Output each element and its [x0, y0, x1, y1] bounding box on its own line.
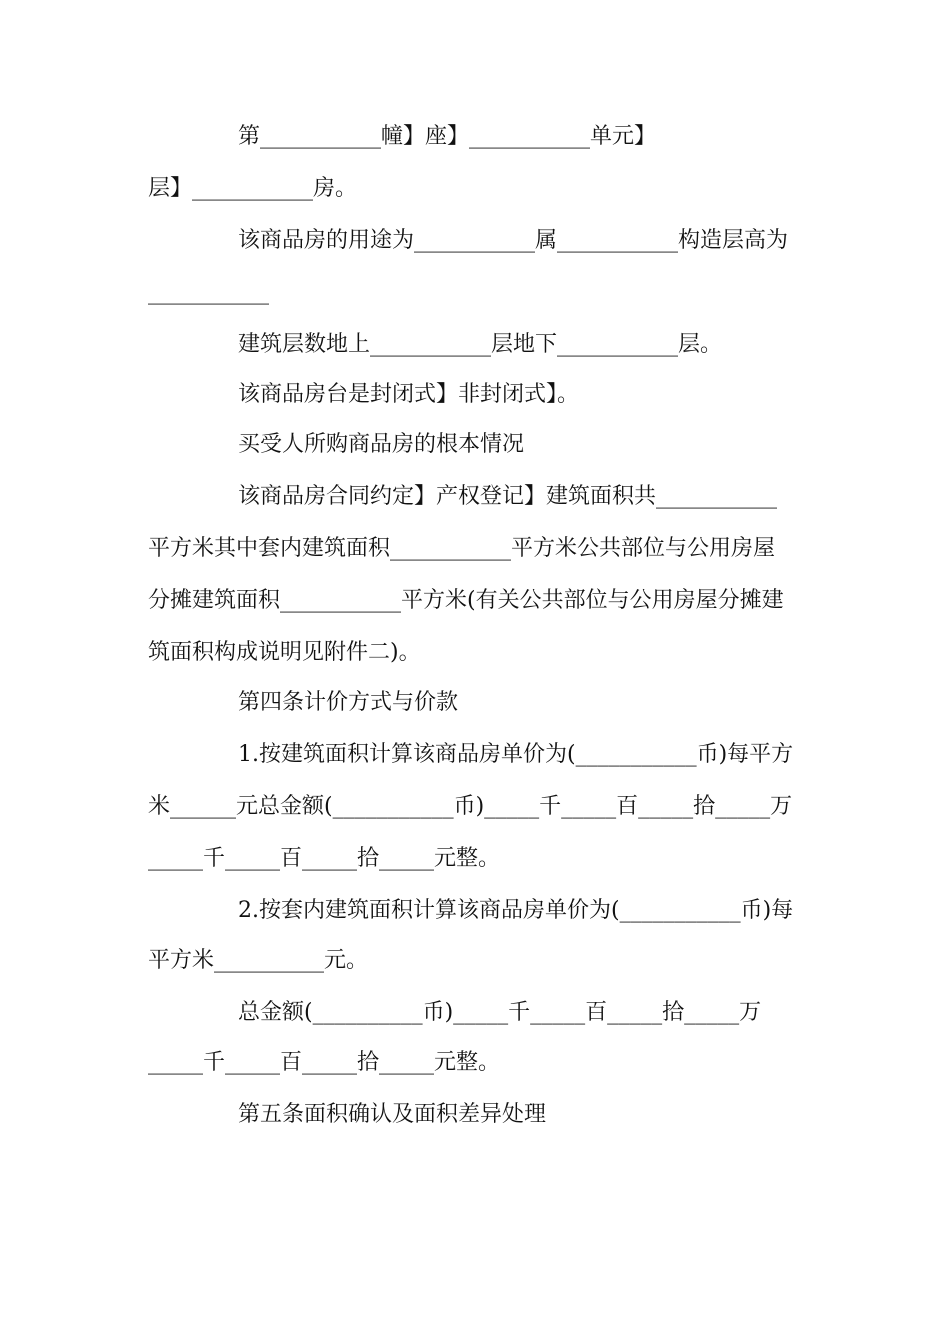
- text-line-basic-info-heading: 买受人所购商品房的根本情况: [238, 432, 525, 457]
- text-line-area-note: 筑面积构成说明见附件二)。: [148, 640, 421, 665]
- section-heading-article-5: 第五条面积确认及面积差异处理: [238, 1102, 547, 1127]
- text-line-floor-room: 层】___________房。: [148, 176, 358, 201]
- text-line-price-by-inner-area: 2.按套内建筑面积计算该商品房单价为(___________币)每: [238, 898, 794, 923]
- text-line-price-by-building-area: 1.按建筑面积计算该商品房单价为(___________币)每平方: [238, 742, 794, 767]
- text-line-total-amount-1-cont: _____千_____百_____拾_____元整。: [148, 846, 501, 871]
- section-heading-article-4: 第四条计价方式与价款: [238, 690, 459, 715]
- text-line-unit-price-2: 平方米__________元。: [148, 948, 369, 973]
- text-line-floor-height-blank: ___________: [148, 280, 269, 305]
- text-line-balcony: 该商品房台是封闭式】非封闭式】。: [238, 382, 580, 407]
- text-line-area-inner: 平方米其中套内建筑面积___________平方米公共部位与公用房屋: [148, 536, 776, 561]
- text-line-usage: 该商品房的用途为___________属___________构造层高为: [238, 228, 789, 253]
- text-line-floors: 建筑层数地上___________层地下___________层。: [238, 332, 723, 357]
- text-line-area-shared: 分摊建筑面积___________平方米(有关公共部位与公用房屋分摊建: [148, 588, 784, 613]
- text-line-building-unit: 第___________幢】座】___________单元】: [238, 124, 657, 149]
- text-line-total-amount-2: 总金额(__________币)_____千_____百_____拾_____万: [238, 1000, 762, 1025]
- text-line-area-total: 该商品房合同约定】产权登记】建筑面积共___________: [238, 484, 778, 509]
- text-line-total-amount-2-cont: _____千_____百_____拾_____元整。: [148, 1050, 501, 1075]
- text-line-total-amount-1: 米______元总金额(___________币)_____千_____百_____拾_____万: [148, 794, 793, 819]
